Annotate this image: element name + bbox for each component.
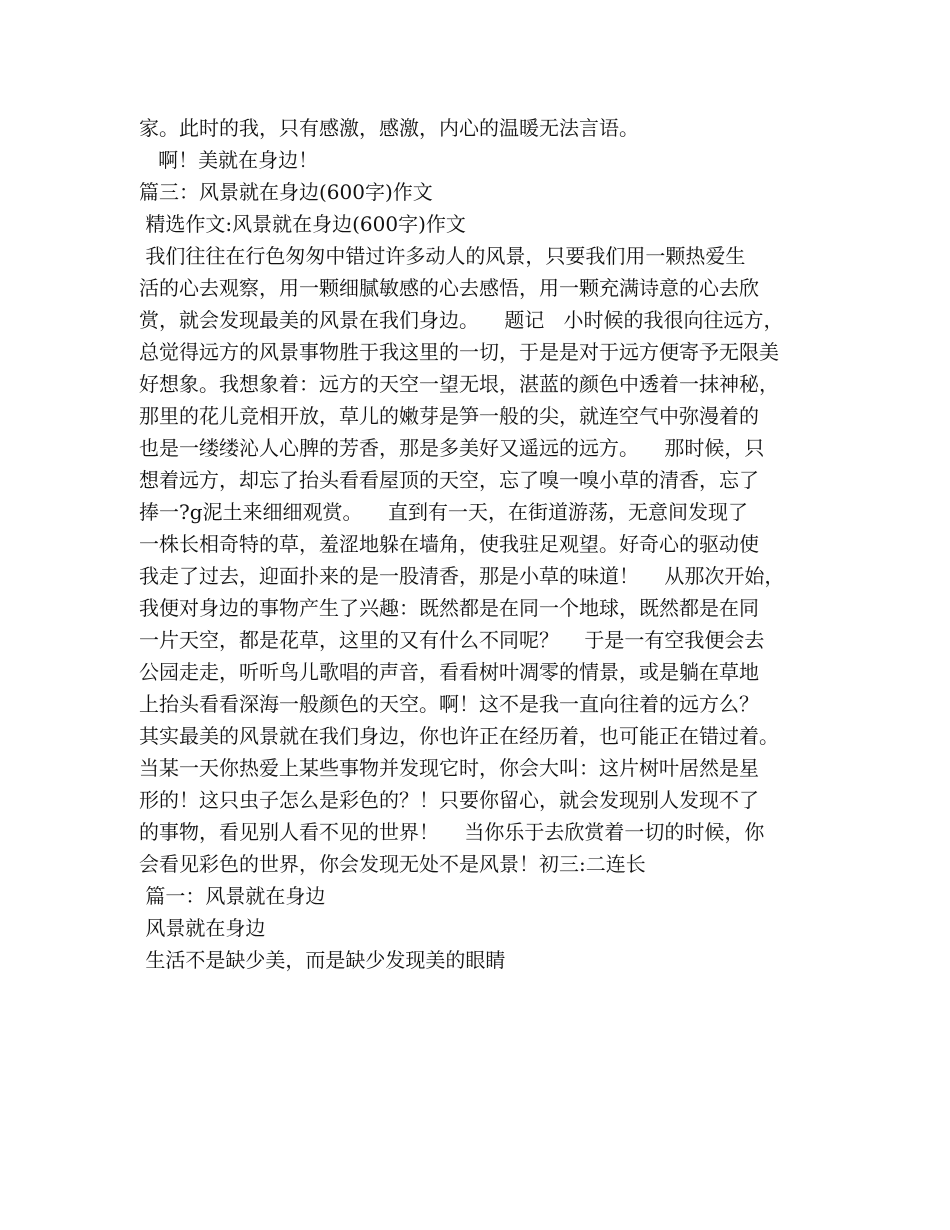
text-line: 我便对身边的事物产生了兴趣：既然都是在同一个地球，既然都是在同 [139,596,759,620]
text-line: 活的心去观察，用一颗细腻敏感的心去感悟，用一颗充满诗意的心去欣 [139,276,759,300]
section-subheading: 精选作文:风景就在身边(600字)作文 [139,212,466,236]
text-line: 我们往往在行色匆匆中错过许多动人的风景，只要我们用一颗热爱生 [139,244,746,268]
text-line: 一片天空，都是花草，这里的又有什么不同呢？ 于是一有空我便会去 [139,628,765,652]
section-heading: 篇一：风景就在身边 [139,884,326,908]
text-line: 总觉得远方的风景事物胜于我这里的一切，于是是对于远方便寄予无限美 [139,340,779,364]
text-line: 其实最美的风景就在我们身边，你也许正在经历着，也可能正在错过着。 [139,724,779,748]
text-line: 那里的花儿竞相开放，草儿的嫩芽是笋一般的尖，就连空气中弥漫着的 [139,404,759,428]
text-line: 想着远方，却忘了抬头看看屋顶的天空，忘了嗅一嗅小草的清香，忘了 [139,468,759,492]
text-line: 会看见彩色的世界，你会发现无处不是风景！初三:二连长 [139,852,646,876]
text-line: 当某一天你热爱上某些事物并发现它时，你会大叫：这片树叶居然是星 [139,756,759,780]
text-line: 一株长相奇特的草，羞涩地躲在墙角，使我驻足观望。好奇心的驱动使 [139,532,759,556]
document-body [139,112,839,976]
section-heading: 篇三：风景就在身边(600字)作文 [139,180,433,204]
text-line: 啊！美就在身边！ [139,148,319,172]
text-line: 公园走走，听听鸟儿歌唱的声音，看看树叶凋零的情景，或是躺在草地 [139,660,759,684]
text-line: 上抬头看看深海一般颜色的天空。啊！这不是我一直向往着的远方么？ [139,692,759,716]
text-line: 好想象。我想象着：远方的天空一望无垠，湛蓝的颜色中透着一抹神秘， [139,372,779,396]
text-line: 的事物，看见别人看不见的世界！ 当你乐于去欣赏着一切的时候，你 [139,820,765,844]
text-line: 捧一?g泥土来细细观赏。 直到有一天，在街道游荡，无意间发现了 [139,500,748,524]
text-line: 也是一缕缕沁人心脾的芳香，那是多美好又遥远的远方。 那时候，只 [139,436,765,460]
text-line: 形的！这只虫子怎么是彩色的？！只要你留心，就会发现别人发现不了 [139,788,759,812]
text-line: 生活不是缺少美，而是缺少发现美的眼睛 [139,948,506,972]
text-line: 赏，就会发现最美的风景在我们身边。 题记 小时候的我很向往远方， [139,308,784,332]
article-title: 风景就在身边 [139,916,266,940]
text-line: 家。此时的我，只有感激，感激，内心的温暖无法言语。 [139,116,639,140]
text-line: 我走了过去，迎面扑来的是一股清香，那是小草的味道！ 从那次开始， [139,564,785,588]
